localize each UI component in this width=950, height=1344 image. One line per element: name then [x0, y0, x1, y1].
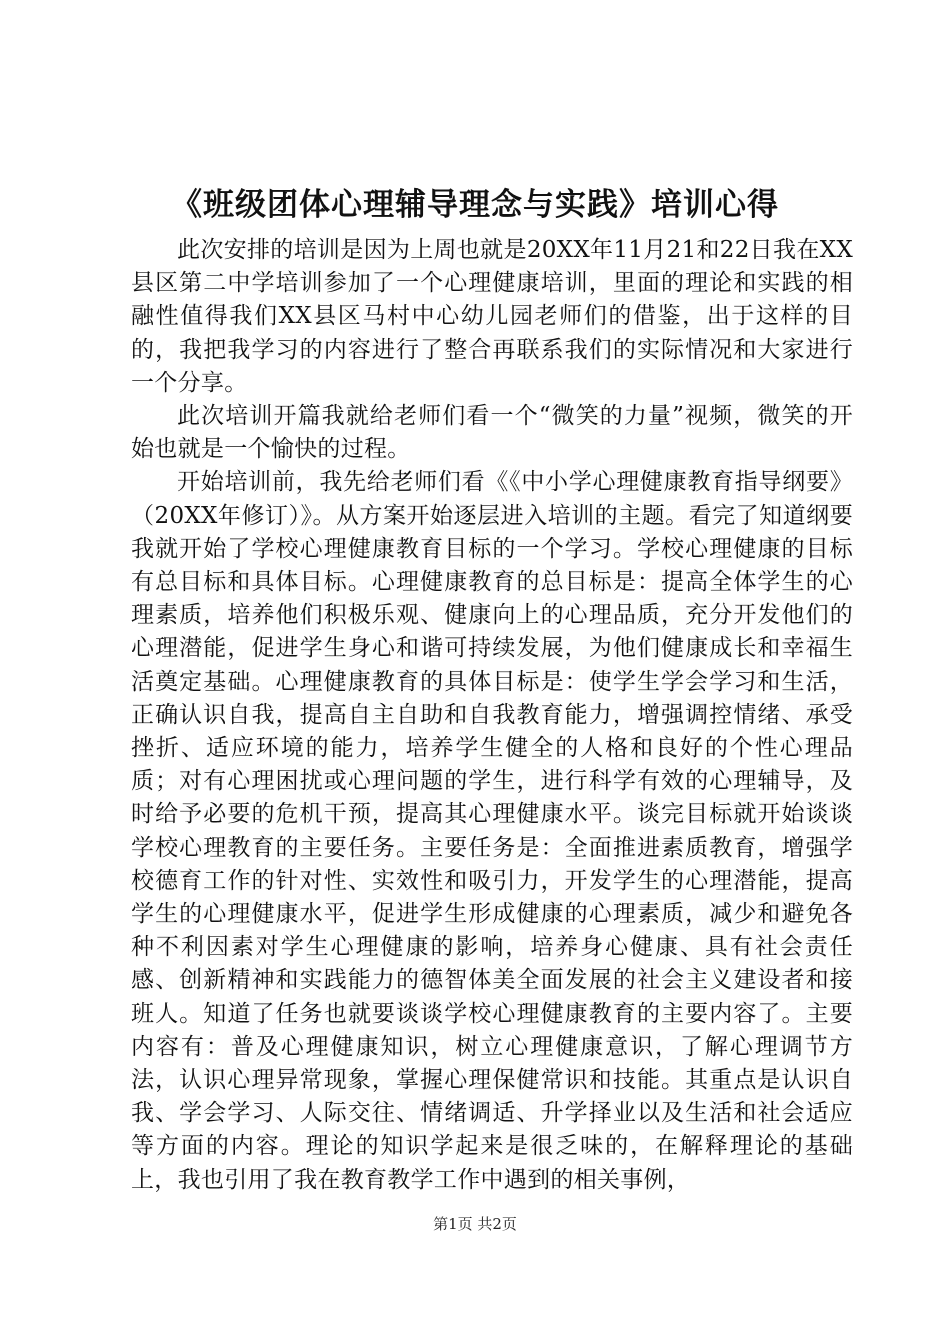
paragraph-2: 此次培训开篇我就给老师们看一个“微笑的力量”视频，微笑的开始也就是一个愉快的过程。 [131, 403, 853, 463]
document-body [131, 234, 853, 1197]
page-number-label: 第1页 共2页 [433, 1215, 517, 1233]
page-footer [0, 1214, 950, 1234]
paragraph-1: 此次安排的培训是因为上周也就是20XX年11月21和22日我在XX县区第二中学培训参加了一个心理健康培训，里面的理论和实践的相融性值得我们XX县区马村中心幼儿园老师们的借鉴，出于这样的目的，我把我学习的内容进行了整合再联系我们的实际情况和大家进行一个分享。 [131, 237, 853, 396]
document-title: 《班级团体心理辅导理念与实践》培训心得 [171, 187, 779, 223]
paragraph-3: 开始培训前，我先给老师们看《《中小学心理健康教育指导纲要》（20XX年修订）》。从方案开始逐层进入培训的主题。看完了知道纲要我就开始了学校心理健康教育目标的一个学习。学校心理健康的目标有总目标和具体目标。心理健康教育的总目标是：提高全体学生的心理素质，培养他们积极乐观、健康向上的心理品质，充分开发他们的心理潜能，促进学生身心和谐可持续发展，为他们健康成长和幸福生活奠定基础。心理健康教育的具体目标是：使学生学会学习和生活，正确认识自我，提高自主自助和自我教育能力，增强调控情绪、承受挫折、适应环境的能力，培养学生健全的人格和良好的个性心理品质；对有心理困扰或心理问题的学生，进行科学有效的心理辅导，及时给予必要的危机干预，提高其心理健康水平。谈完目标就开始谈谈学校心理教育的主要任务。主要任务是：全面推进素质教育，增强学校德育工作的针对性、实效性和吸引力，开发学生的心理潜能，提高学生的心理健康水平，促进学生形成健康的心理素质，减少和避免各种不利因素对学生心理健康的影响，培养身心健康、具有社会责任感、创新精神和实践能力的德智体美全面发展的社会主义建设者和接班人。知道了任务也就要谈谈学校心理健康教育的主要内容了。主要内容有：普及心理健康知识，树立心理健康意识，了解心理调节方法，认识心理异常现象，掌握心理保健常识和技能。其重点是认识自我、学会学习、人际交往、情绪调适、升学择业以及生活和社会适应等方面的内容。理论的知识学起来是很乏味的，在解释理论的基础上，我也引用了我在教育教学工作中遇到的相关事例， [131, 469, 853, 1193]
